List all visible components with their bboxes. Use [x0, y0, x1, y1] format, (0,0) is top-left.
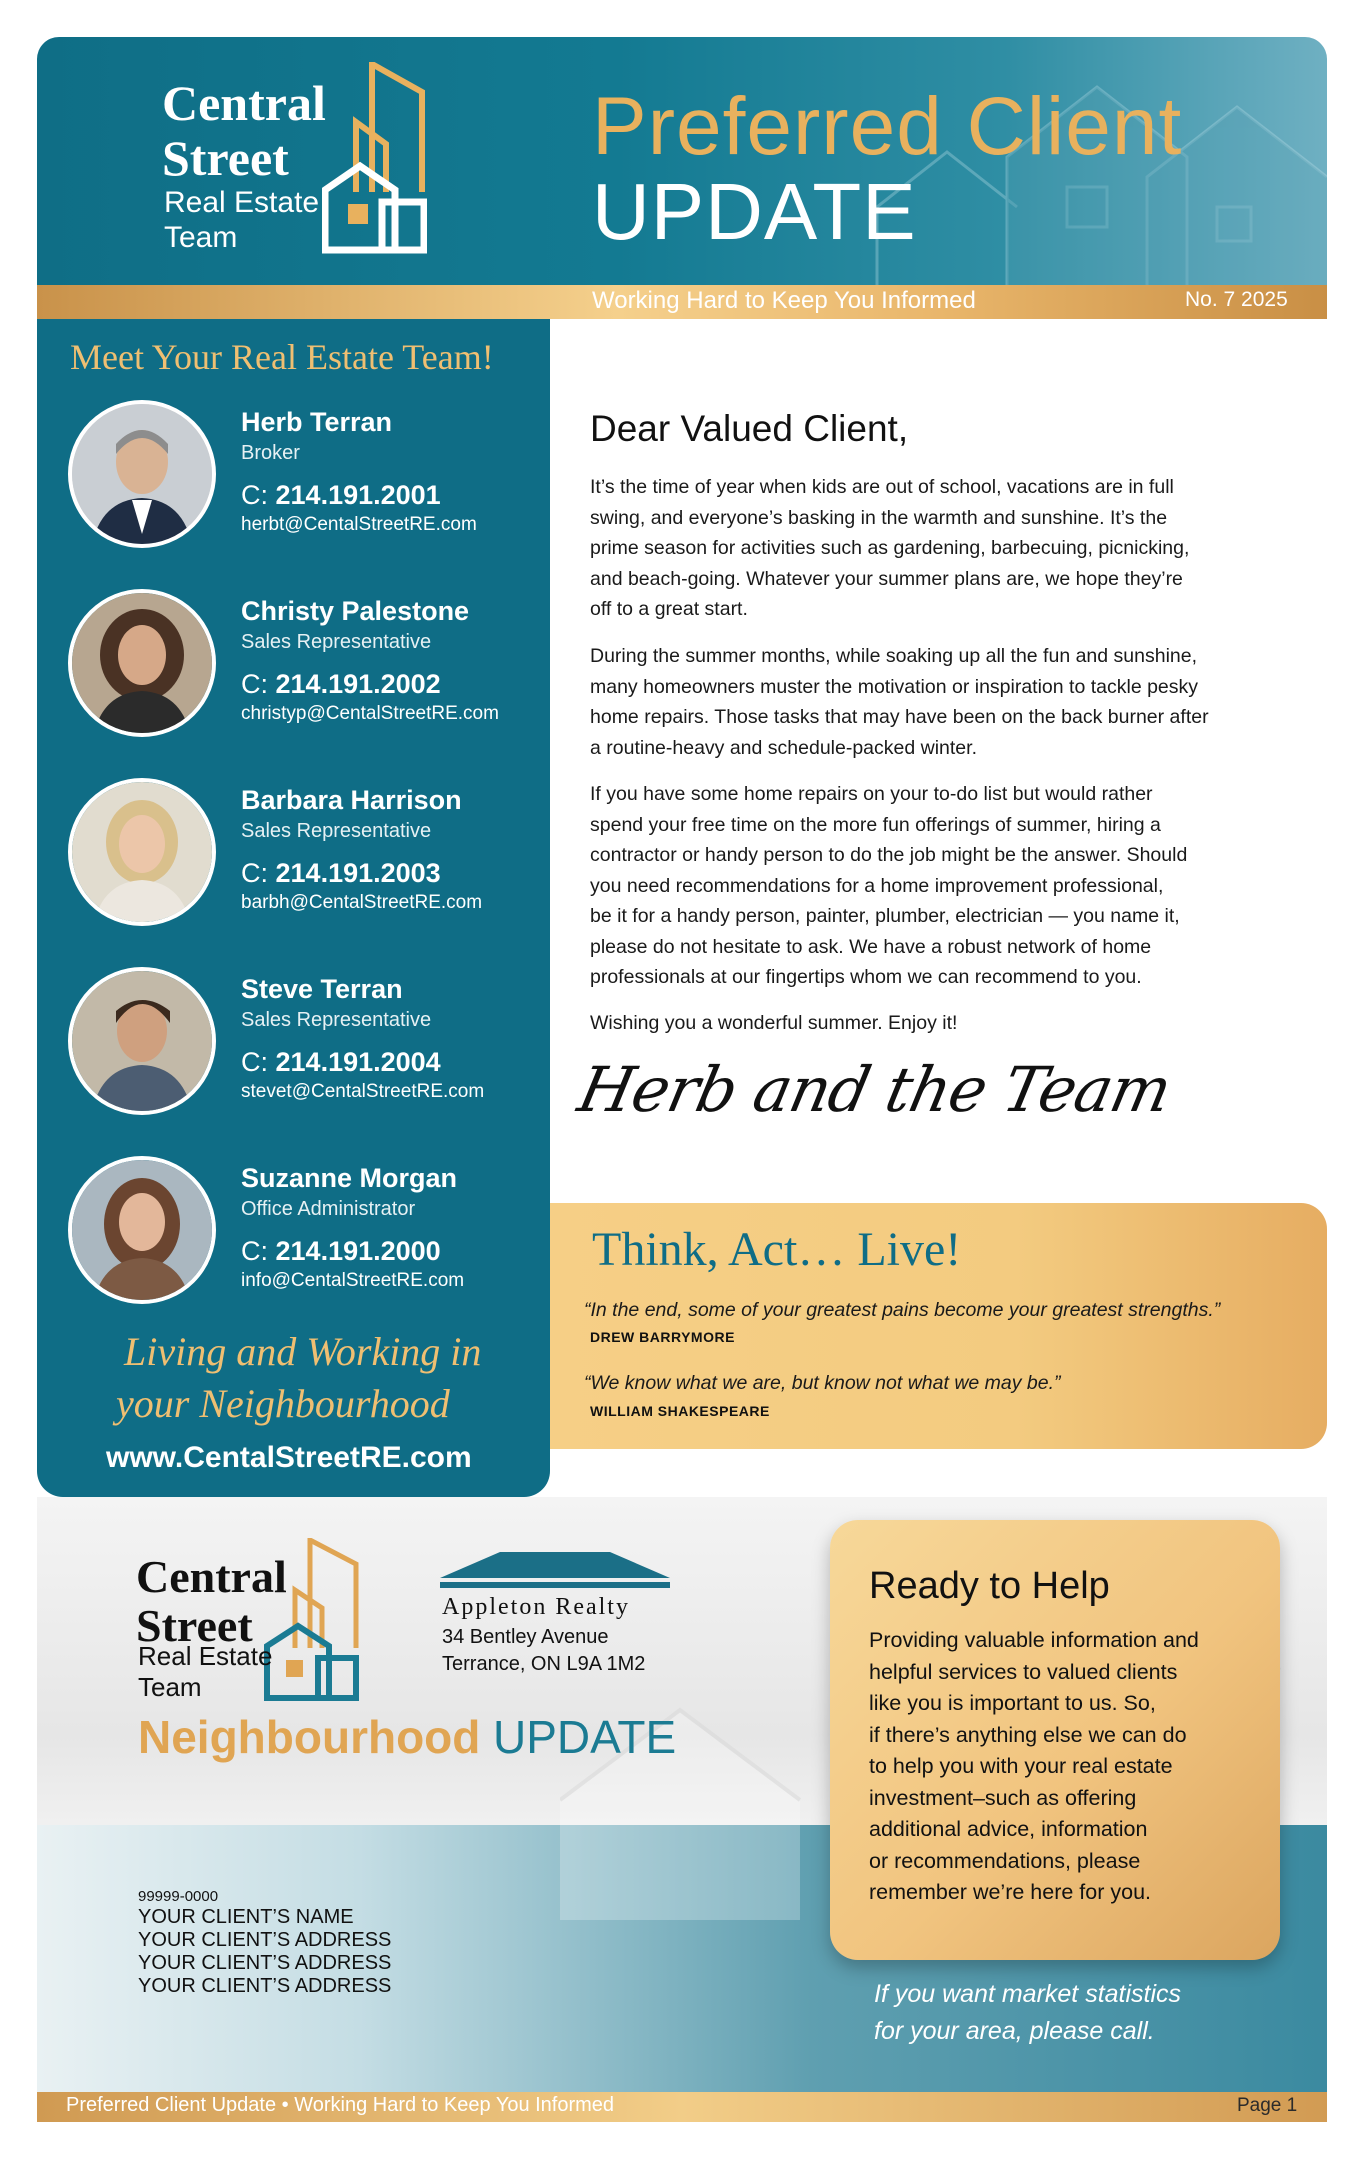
- member-email[interactable]: barbh@CentalStreetRE.com: [241, 892, 483, 913]
- newsletter-title: Preferred Client: [592, 81, 1183, 172]
- person-icon: [72, 1160, 212, 1300]
- member-phone: C: 214.191.2002: [241, 669, 441, 699]
- member-role: Broker: [241, 442, 300, 464]
- ready-body: Providing valuable information and helpful services to valued clients like you is important to us. So, if there’s anything else we can do to help you with your real estate investment–such as offering additional advice, information or recommendations, please remember we’re here for you.: [869, 1628, 1199, 1904]
- avatar-suzanne-morgan: [68, 1156, 216, 1304]
- member-email[interactable]: stevet@CentalStreetRE.com: [241, 1081, 485, 1102]
- person-icon: [72, 404, 212, 544]
- member-phone: C: 214.191.2001: [241, 480, 441, 510]
- quote-heading: Think, Act… Live!: [592, 1223, 962, 1276]
- recipient-address-line: YOUR CLIENT’S ADDRESS: [138, 1929, 392, 1951]
- recipient-name: YOUR CLIENT’S NAME: [138, 1906, 354, 1928]
- brokerage-address-line: Terrance, ON L9A 1M2: [442, 1653, 646, 1675]
- logo-line-street: Street: [136, 1600, 253, 1651]
- letter-paragraph: During the summer months, while soaking up all the fun and sunshine, many homeowners muster the motivation or inspiration to tackle pesky home repairs. Those tasks that may have been on the back burner after a routine-heavy and schedule-packed winter.: [590, 645, 1209, 759]
- member-phone: C: 214.191.2004: [241, 1047, 441, 1077]
- logo-line-central: Central: [136, 1551, 287, 1602]
- member-name: Barbara Harrison: [241, 785, 462, 815]
- member-phone: C: 214.191.2003: [241, 858, 441, 888]
- avatar-barbara-harrison: [68, 778, 216, 926]
- logo-line-real-estate: Real Estate: [138, 1641, 273, 1671]
- quote-author: DREW BARRYMORE: [590, 1329, 735, 1345]
- update-word: UPDATE: [493, 1711, 677, 1763]
- page-number: Page 1: [1237, 2095, 1298, 2116]
- letter-closing: Wishing you a wonderful summer. Enjoy it!: [590, 1012, 958, 1034]
- issue-number: No. 7 2025: [1185, 288, 1288, 311]
- member-email[interactable]: info@CentalStreetRE.com: [241, 1270, 465, 1291]
- quote-text: “In the end, some of your greatest pains become your greatest strengths.”: [584, 1299, 1221, 1321]
- recipient-code: 99999-0000: [138, 1888, 219, 1905]
- person-icon: [72, 593, 212, 733]
- slogan-line-1: Living and Working in: [124, 1329, 482, 1374]
- member-name: Steve Terran: [241, 974, 403, 1004]
- appleton-roof-icon: [440, 1548, 670, 1592]
- neighbourhood-word: Neighbourhood: [138, 1711, 481, 1763]
- brokerage-name: Appleton Realty: [442, 1594, 630, 1620]
- quote-author: WILLIAM SHAKESPEARE: [590, 1403, 770, 1419]
- member-role: Office Administrator: [241, 1198, 416, 1220]
- person-icon: [72, 782, 212, 922]
- quote-text: “We know what we are, but know not what we may be.”: [584, 1372, 1061, 1394]
- market-stats-line: If you want market statistics: [874, 1980, 1182, 2008]
- member-role: Sales Representative: [241, 631, 432, 653]
- signature: Herb and the Team: [572, 1053, 1178, 1126]
- logo-line-street: Street: [162, 130, 289, 186]
- slogan-line-2: your Neighbourhood: [116, 1381, 450, 1426]
- recipient-address-line: YOUR CLIENT’S ADDRESS: [138, 1952, 392, 1974]
- market-stats-line: for your area, please call.: [874, 2017, 1155, 2045]
- member-name: Suzanne Morgan: [241, 1163, 458, 1193]
- member-name: Christy Palestone: [241, 596, 470, 626]
- person-icon: [72, 971, 212, 1111]
- brokerage-address-line: 34 Bentley Avenue: [442, 1626, 609, 1648]
- letter-paragraph: If you have some home repairs on your to-do list but would rather spend your free time on the more fun offerings of summer, hiring a contractor or handy person to do the job might be the answer. Should you need recommendations for a home improvement professional, be it for a handy person, painter, plumber, electrician — you name it, please do not hesitate to ask. We have a robust network of home professionals at our fingertips whom we can recommend to you.: [590, 783, 1188, 988]
- member-role: Sales Representative: [241, 820, 432, 842]
- logo-line-team: Team: [138, 1672, 202, 1702]
- team-heading: Meet Your Real Estate Team!: [70, 337, 494, 377]
- footer-text: Preferred Client Update • Working Hard to Keep You Informed: [66, 2094, 615, 2116]
- letter-greeting: Dear Valued Client,: [590, 408, 909, 449]
- recipient-address-line: YOUR CLIENT’S ADDRESS: [138, 1975, 392, 1997]
- member-email[interactable]: christyp@CentalStreetRE.com: [241, 703, 499, 724]
- avatar-christy-palestone: [68, 589, 216, 737]
- member-role: Sales Representative: [241, 1009, 432, 1031]
- logo-line-team: Team: [164, 221, 238, 254]
- avatar-herb-terran: [68, 400, 216, 548]
- letter-paragraph: It’s the time of year when kids are out of school, vacations are in full swing, and everyone’s basking in the warmth and sunshine. It’s the prime season for activities such as gardening, barbecuing, picnicking, and beach-going. Whatever your summer plans are, we hope they’re off to a great start.: [590, 476, 1190, 620]
- logo-line-real-estate: Real Estate: [164, 186, 320, 219]
- member-email[interactable]: herbt@CentalStreetRE.com: [241, 514, 477, 535]
- avatar-steve-terran: [68, 967, 216, 1115]
- building-logo-icon: [322, 62, 427, 254]
- ready-heading: Ready to Help: [869, 1565, 1110, 1607]
- logo-line-central: Central: [162, 75, 326, 131]
- member-phone: C: 214.191.2000: [241, 1236, 441, 1266]
- website-link[interactable]: www.CentalStreetRE.com: [106, 1441, 472, 1474]
- newsletter-subtitle: UPDATE: [592, 167, 917, 256]
- member-name: Herb Terran: [241, 407, 393, 437]
- tagline: Working Hard to Keep You Informed: [592, 287, 976, 314]
